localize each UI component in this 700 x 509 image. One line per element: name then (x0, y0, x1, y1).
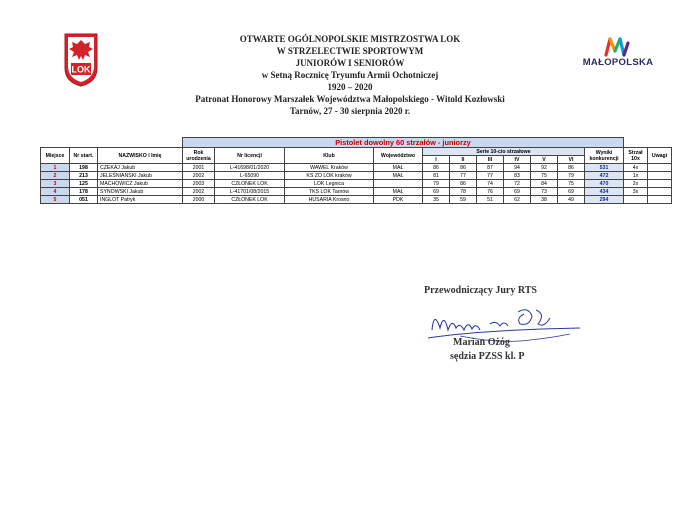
header-line: JUNIORÓW I SENIORÓW (295, 58, 405, 68)
cell-year: 2003 (183, 180, 215, 188)
cell-place: 1 (41, 164, 70, 172)
header-line: W STRZELECTWIE SPORTOWYM (276, 46, 424, 56)
cell-name: INGLOT Patryk (98, 196, 183, 204)
col-series: VI (558, 156, 585, 164)
cell-series: 86 (450, 180, 477, 188)
cell-total: 294 (585, 196, 624, 204)
table-row (41, 196, 672, 204)
cell-place: 4 (41, 188, 70, 196)
cell-license: CZŁONEK LOK (215, 180, 285, 188)
cell-start: 213 (70, 172, 98, 180)
header-line: Tarnów, 27 - 30 sierpnia 2020 r. (289, 106, 411, 116)
cell-tens: 3x (624, 188, 648, 196)
col-series-group: Serie 10-cio strzałowe (423, 148, 585, 156)
cell-club: TKS LOK Tarnów (285, 188, 374, 196)
cell-place: 3 (41, 180, 70, 188)
lok-eagle-emblem-icon (63, 32, 99, 88)
jury-name: Marian Ożóg (453, 337, 510, 348)
cell-series: 69 (423, 188, 450, 196)
cell-total: 470 (585, 180, 624, 188)
cell-total: 472 (585, 172, 624, 180)
col-series: IV (504, 156, 531, 164)
cell-series: 77 (450, 172, 477, 180)
cell-series: 72 (504, 180, 531, 188)
cell-series: 92 (531, 164, 558, 172)
cell-tens: 2x (624, 180, 648, 188)
table-row (41, 180, 672, 188)
cell-license: L-65090 (215, 172, 285, 180)
cell-series: 38 (531, 196, 558, 204)
table-row (41, 164, 672, 172)
col-notes: Uwagi (648, 148, 672, 164)
cell-notes (648, 172, 672, 180)
cell-notes (648, 164, 672, 172)
cell-province: MAŁ (374, 188, 423, 196)
cell-start: 051 (70, 196, 98, 204)
cell-club: WAWEL Kraków (285, 164, 374, 172)
cell-series: 86 (423, 164, 450, 172)
cell-notes (648, 196, 672, 204)
cell-series: 76 (477, 188, 504, 196)
cell-series: 73 (531, 188, 558, 196)
col-license: Nr licencji (215, 148, 285, 164)
cell-province: PDK (374, 196, 423, 204)
cell-year: 2002 (183, 172, 215, 180)
cell-place: 2 (41, 172, 70, 180)
results-table (40, 137, 672, 204)
cell-series: 69 (504, 188, 531, 196)
table-title-row (41, 138, 672, 148)
col-series: III (477, 156, 504, 164)
cell-start: 178 (70, 188, 98, 196)
table-title: Pistolet dowolny 60 strzałów - juniorzy (183, 138, 624, 148)
cell-series: 81 (423, 172, 450, 180)
cell-year: 2000 (183, 196, 215, 204)
cell-notes (648, 188, 672, 196)
col-tens: Strzał 10x (624, 148, 648, 164)
cell-series: 77 (477, 172, 504, 180)
cell-name: SYNOWSKI Jakub (98, 188, 183, 196)
jury-title: Przewodniczący Jury RTS (424, 285, 537, 296)
cell-tens: 1x (624, 172, 648, 180)
cell-series: 83 (504, 172, 531, 180)
cell-year: 2001 (183, 164, 215, 172)
header-line: OTWARTE OGÓLNOPOLSKIE MISTRZOSTWA LOK (239, 34, 461, 44)
cell-name: JELEŚNIAŃSKI Jakub (98, 172, 183, 180)
cell-notes (648, 180, 672, 188)
table-row (41, 172, 672, 180)
malopolska-logo-text: MAŁOPOLSKA (582, 57, 654, 68)
header-line: 1920 – 2020 (327, 82, 373, 92)
cell-total: 434 (585, 188, 624, 196)
cell-tens: 4x (624, 164, 648, 172)
event-header (150, 33, 550, 117)
cell-year: 2002 (183, 188, 215, 196)
table-row (41, 188, 672, 196)
col-year: Rok urodzenia (183, 148, 215, 164)
cell-series: 69 (558, 188, 585, 196)
cell-club: LOK Legnica (285, 180, 374, 188)
header-line: Patronat Honorowy Marszałek Województwa Małopolskiego - Witold Kozłowski (195, 94, 505, 104)
cell-club: HUSARIA Krosno (285, 196, 374, 204)
col-province: Województwo (374, 148, 423, 164)
cell-series: 86 (450, 164, 477, 172)
cell-start: 125 (70, 180, 98, 188)
cell-license: L-41701/08/2015 (215, 188, 285, 196)
cell-series: 79 (423, 180, 450, 188)
cell-series: 74 (477, 180, 504, 188)
jury-role: sędzia PZSS kl. P (450, 351, 525, 362)
col-series: I (423, 156, 450, 164)
col-club: Klub (285, 148, 374, 164)
cell-tens (624, 196, 648, 204)
cell-license: CZŁONEK LOK (215, 196, 285, 204)
cell-start: 198 (70, 164, 98, 172)
cell-license: L-41698/01/2020 (215, 164, 285, 172)
cell-series: 49 (558, 196, 585, 204)
col-start: Nr start. (70, 148, 98, 164)
col-series: II (450, 156, 477, 164)
cell-series: 78 (450, 188, 477, 196)
cell-series: 62 (504, 196, 531, 204)
header-line: w Setną Rocznicę Tryumfu Armii Ochotniczej (261, 70, 439, 80)
cell-series: 94 (504, 164, 531, 172)
cell-province (374, 180, 423, 188)
col-series: V (531, 156, 558, 164)
col-total: Wyniki konkurencji (585, 148, 624, 164)
cell-club: KS ZO LOK kraków (285, 172, 374, 180)
cell-place: 5 (41, 196, 70, 204)
cell-series: 79 (558, 172, 585, 180)
cell-series: 87 (477, 164, 504, 172)
col-place: Miejsce (41, 148, 70, 164)
cell-series: 51 (477, 196, 504, 204)
cell-name: CZEKAJ Jakub (98, 164, 183, 172)
cell-total: 531 (585, 164, 624, 172)
cell-name: MACHOWICZ Jakub (98, 180, 183, 188)
cell-series: 75 (531, 172, 558, 180)
cell-series: 84 (531, 180, 558, 188)
cell-province: MAŁ (374, 172, 423, 180)
cell-series: 59 (450, 196, 477, 204)
col-name: NAZWISKO i Imię (98, 148, 183, 164)
result-rows (41, 164, 672, 204)
cell-series: 75 (558, 180, 585, 188)
cell-province: MAŁ (374, 164, 423, 172)
cell-series: 86 (558, 164, 585, 172)
lok-logo-text: LOK (71, 64, 91, 75)
table-header-row (41, 148, 672, 156)
cell-series: 35 (423, 196, 450, 204)
